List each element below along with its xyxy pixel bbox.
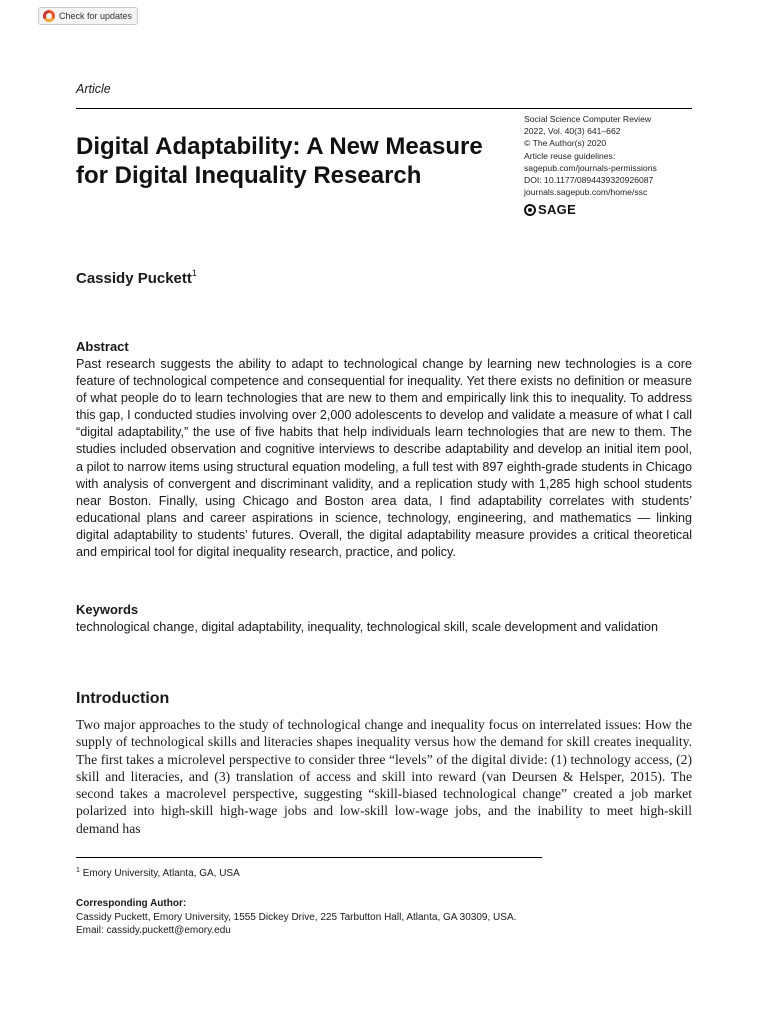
corresponding-author-email[interactable]: Email: cassidy.puckett@emory.edu — [76, 925, 231, 936]
corresponding-author-block — [76, 897, 516, 938]
header-divider — [76, 108, 692, 109]
doi-link[interactable]: DOI: 10.1177/0894439320926087 — [524, 175, 654, 186]
journal-name: Social Science Computer Review — [524, 114, 652, 124]
reuse-guidelines-label: Article reuse guidelines: — [524, 150, 616, 161]
check-for-updates-badge[interactable] — [38, 7, 138, 25]
corresponding-author-address: Cassidy Puckett, Emory University, 1555 Dickey Drive, 225 Tarbutton Hall, Atlanta, GA 30309, USA. — [76, 911, 517, 923]
corresponding-author-label: Corresponding Author: — [76, 898, 187, 909]
footnote-text: Emory University, Atlanta, GA, USA — [82, 868, 240, 879]
sage-mark-icon — [524, 204, 536, 216]
paper-title: Digital Adaptability: A New Measure for Digital Inequality Research — [76, 133, 483, 189]
check-for-updates-label: Check for updates — [59, 11, 133, 21]
reuse-guidelines-link[interactable]: sagepub.com/journals-permissions — [524, 162, 657, 173]
crossmark-icon — [43, 10, 55, 22]
abstract-text: Past research suggests the ability to adapt to technological change by learning new technologies is a core feature of technological competence and consequential for inequality. Yet there exists no definition or measure of what people do to learn technologies that are new to them and empirically link this to inequality. To address this gap, I conducted studies involving over 2,000 adolescents to develop and validate a measure of what I call “digital adaptability,” the use of five habits that help individuals learn technologies that are new to them. The studies included observation and cognitive interviews to describe adaptability and develop an initial item pool, a pilot to narrow items using structural equation modeling, a full test with 897 eighth-grade students in Chicago with analysis of convergent and discriminant validity, and a replication study with 1,285 high school students near Boston. Finally, using Chicago and Boston area data, I find adaptability correlates with students’ educational plans and career aspirations in science, technology, engineering, and mathematics — linking digital adaptability to students’ futures. Overall, the digital adaptability measure provides a critical theoretical and empirical tool for digital inequality research, practice, and policy. — [76, 357, 692, 560]
author-name — [76, 268, 197, 287]
author-affiliation-mark: 1 — [191, 268, 197, 278]
journal-homepage-link[interactable]: journals.sagepub.com/home/ssc — [524, 187, 648, 198]
footnote-mark: 1 — [76, 867, 80, 874]
journal-copyright: © The Author(s) 2020 — [524, 138, 607, 149]
author-name-text: Cassidy Puckett — [76, 270, 192, 287]
journal-meta — [524, 113, 694, 198]
journal-volume: 2022, Vol. 40(3) 641–662 — [524, 126, 621, 137]
footnote-divider — [76, 857, 542, 858]
keywords-heading: Keywords — [76, 602, 139, 617]
introduction-text: Two major approaches to the study of technological change and inequality focus on interrelated issues: How the supply of technological skills and literacies shapes inequality versus how the demand for skill creates inequality. The first takes a microlevel perspective to consider three “levels” of the digital divide: (1) technology access, (2) skill and literacies, and (3) translation of access and skill into reward (van Deursen & Helsper, 2015). The second takes a macrolevel perspective, suggesting “skill-biased technological change” created a job market polarized into high-skill high-wage jobs and low-skill low-wage jobs, and the inability to meet high-skill demand has — [76, 717, 692, 836]
keywords-text: technological change, digital adaptability, inequality, technological skill, scale development and validation — [76, 620, 659, 634]
introduction-heading: Introduction — [76, 690, 170, 707]
article-type-label: Article — [76, 82, 111, 96]
affiliation-footnote — [76, 867, 240, 879]
sage-logo — [524, 202, 576, 217]
abstract-heading: Abstract — [76, 339, 129, 354]
sage-logo-text: SAGE — [538, 202, 577, 217]
